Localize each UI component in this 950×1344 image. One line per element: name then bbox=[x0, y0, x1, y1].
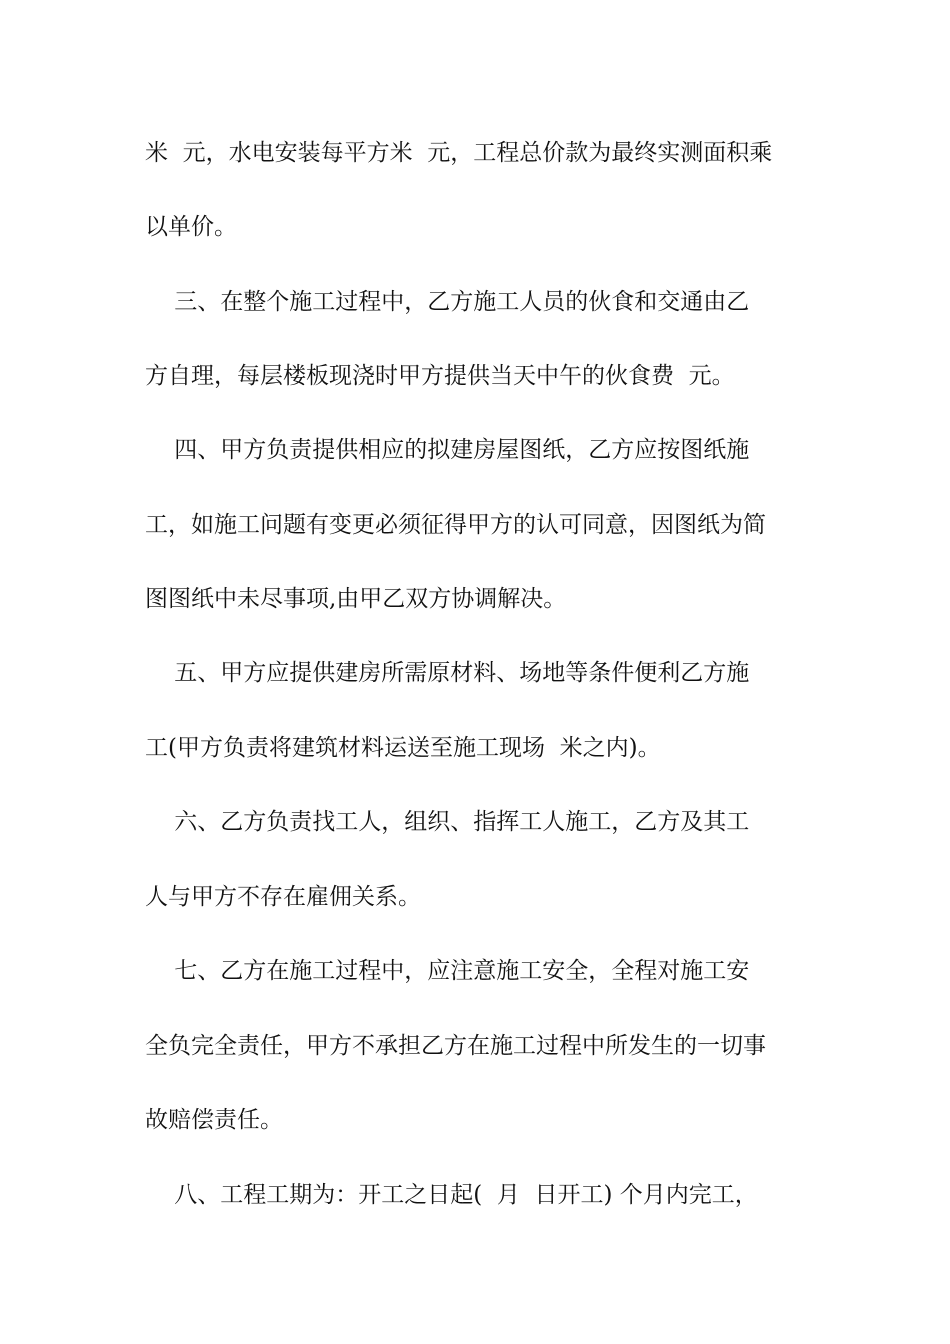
text-line: 图图纸中未尽事项,由甲乙双方协调解决。 bbox=[145, 586, 567, 612]
text-line: 故赔偿责任。 bbox=[145, 1107, 283, 1133]
text-line: 工(甲方负责将建筑材料运送至施工现场 米之内)。 bbox=[145, 735, 661, 761]
text-line: 工，如施工问题有变更必须征得甲方的认可同意，因图纸为简 bbox=[145, 512, 766, 538]
text-line: 八、工程工期为：开工之日起( 月 日开工) 个月内完工， bbox=[145, 1182, 758, 1208]
text-line: 三、在整个施工过程中，乙方施工人员的伙食和交通由乙 bbox=[145, 289, 750, 315]
text-line: 四、甲方负责提供相应的拟建房屋图纸，乙方应按图纸施 bbox=[145, 437, 750, 463]
text-line: 人与甲方不存在雇佣关系。 bbox=[145, 884, 421, 910]
text-line: 七、乙方在施工过程中，应注意施工安全，全程对施工安 bbox=[145, 958, 750, 984]
text-line: 五、甲方应提供建房所需原材料、场地等条件便利乙方施 bbox=[145, 660, 750, 686]
text-line: 米 元，水电安装每平方米 元，工程总价款为最终实测面积乘 bbox=[145, 140, 773, 166]
text-line: 以单价。 bbox=[145, 214, 237, 240]
text-line: 六、乙方负责找工人，组织、指挥工人施工，乙方及其工 bbox=[145, 809, 750, 835]
text-line: 全负完全责任，甲方不承担乙方在施工过程中所发生的一切事 bbox=[145, 1033, 766, 1059]
text-line: 方自理，每层楼板现浇时甲方提供当天中午的伙食费 元。 bbox=[145, 363, 735, 389]
